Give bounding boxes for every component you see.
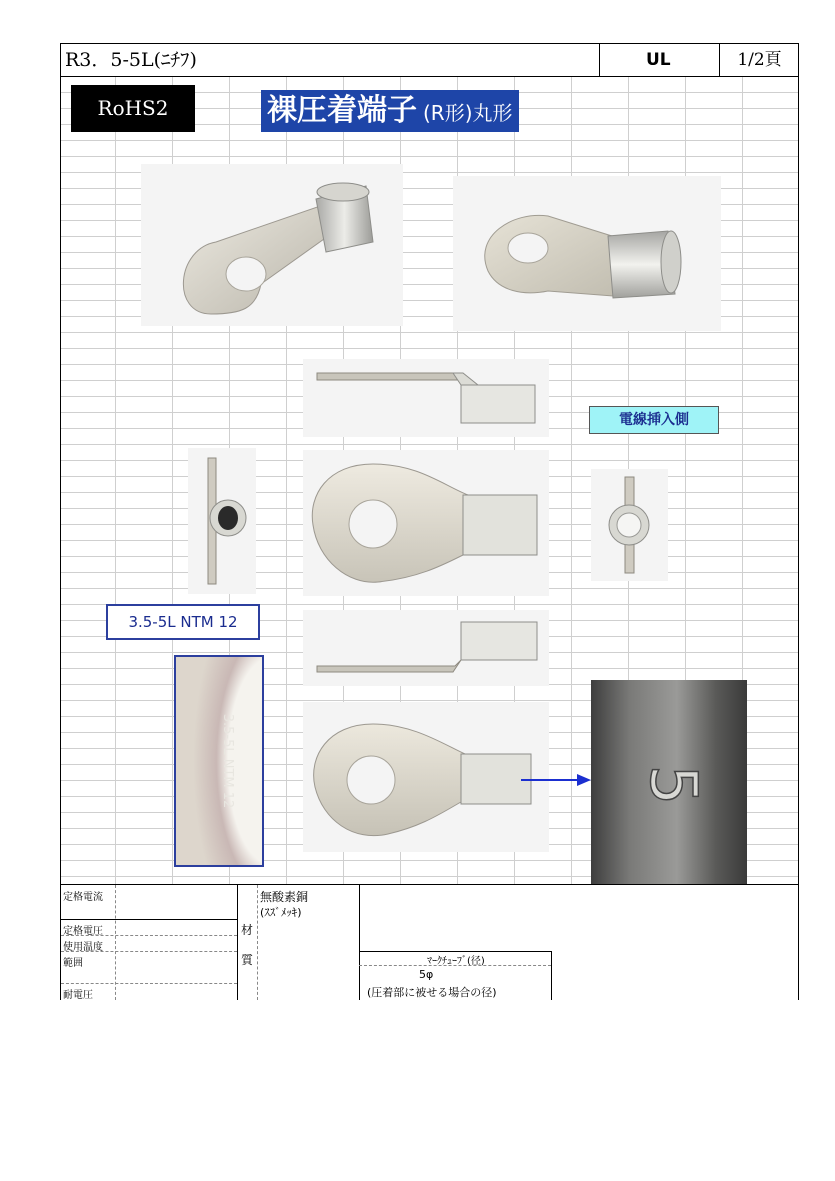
tube-note: (圧着部に被せる場合の径) <box>367 986 497 999</box>
terminal-photo-end-right <box>591 469 668 581</box>
main-title-shape: (R形)丸形 <box>423 101 513 125</box>
main-title <box>261 90 519 132</box>
withstand-voltage-label: 耐電圧 <box>63 990 93 1001</box>
terminal-photo-end-left <box>188 448 256 594</box>
tube-value: 5φ <box>419 968 434 981</box>
svg-text:3.5-5L NTM 12: 3.5-5L NTM 12 <box>220 713 235 809</box>
standard-label: UL <box>599 44 719 76</box>
rated-voltage-label: 定格電圧 <box>63 926 103 937</box>
terminal-photo-perspective-2 <box>453 176 721 331</box>
terminal-photo-side-top <box>303 359 549 437</box>
wire-side-label: 電線挿入側 <box>589 406 719 434</box>
terminal-photo-side-bottom <box>303 610 549 686</box>
terminal-photo-top-flat <box>303 450 549 596</box>
temp-range-label-2: 範囲 <box>63 958 83 969</box>
tube-header: ﾏｰｸﾁｭｰﾌﾞ(径) <box>427 956 485 967</box>
header-row <box>61 44 798 77</box>
stamp-closeup-photo <box>174 655 264 867</box>
material-label-1: 材 <box>241 923 254 937</box>
marking-closeup-photo <box>591 680 747 885</box>
spec-table <box>61 884 798 1000</box>
page-number: 1/2頁 <box>719 44 799 76</box>
terminal-photo-perspective-1 <box>141 164 403 326</box>
stamp-text-label: 3.5-5L NTM 12 <box>106 604 260 640</box>
main-title-text: 裸圧着端子 <box>267 93 417 128</box>
arrow-icon <box>521 772 591 788</box>
rohs-badge: RoHS2 <box>71 85 195 132</box>
temp-range-label-1: 使用温度 <box>63 942 103 953</box>
terminal-photo-bottom-flat <box>303 702 549 852</box>
material-value-2: (ｽｽﾞﾒｯｷ) <box>260 906 302 919</box>
spec-sheet <box>60 43 799 1000</box>
material-label-2: 質 <box>241 953 254 967</box>
svg-text:5: 5 <box>635 764 710 806</box>
material-value-1: 無酸素銅 <box>260 890 309 904</box>
product-code: R3．5-5L(ﾆﾁﾌ) <box>65 49 197 71</box>
rated-current-label: 定格電流 <box>63 892 103 903</box>
